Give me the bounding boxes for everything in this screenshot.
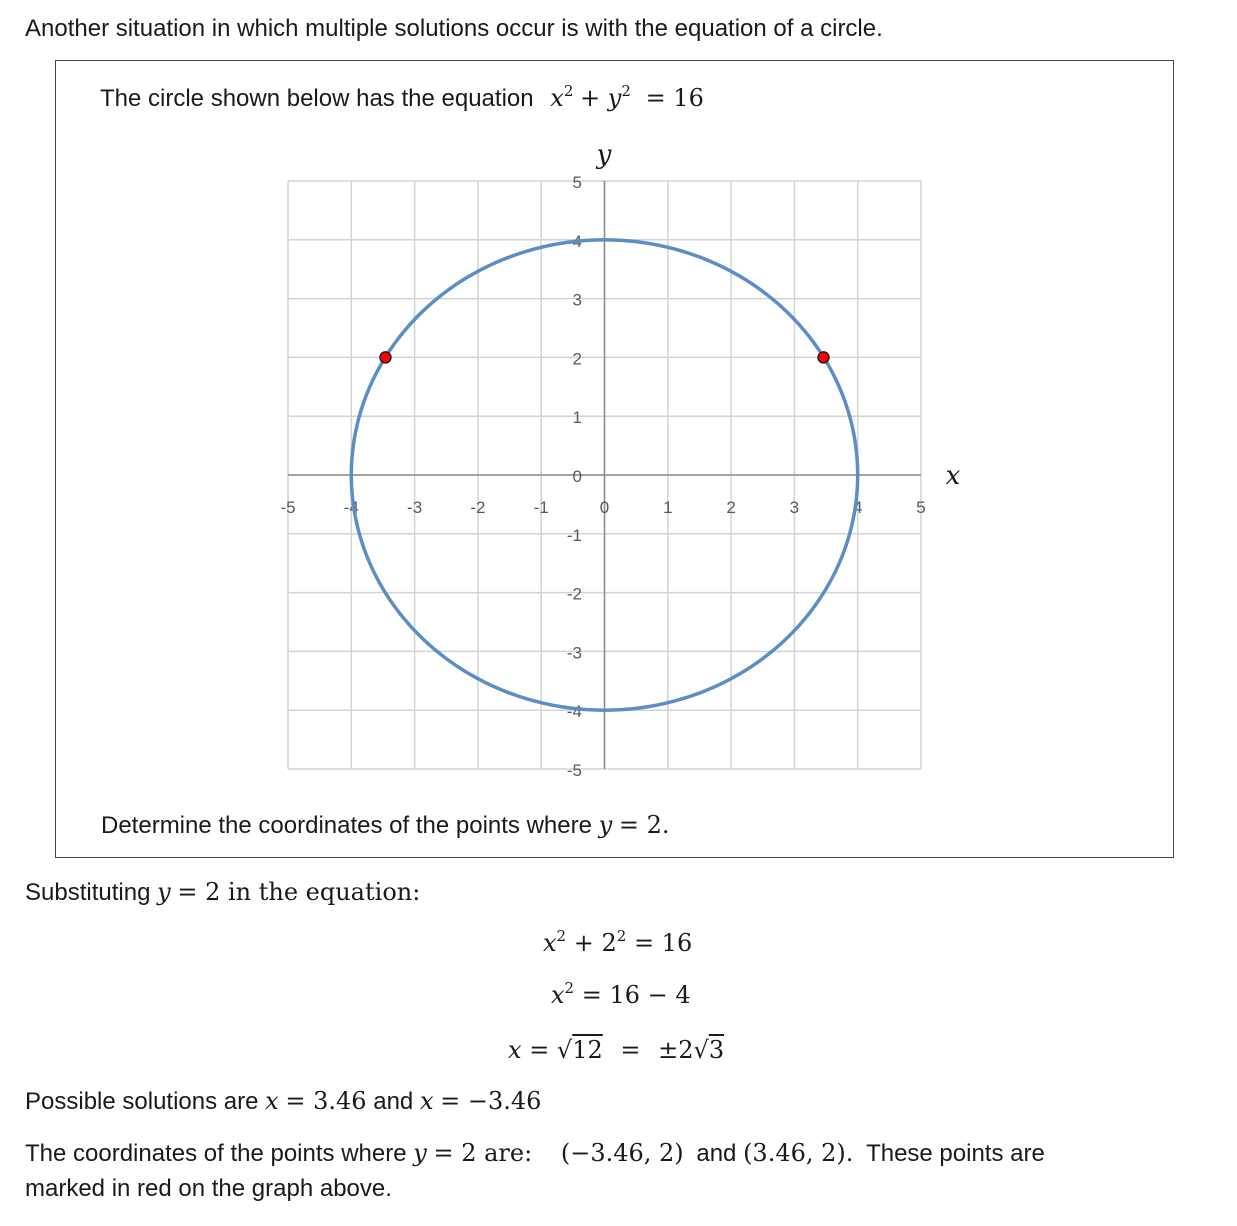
possible-prefix: Possible solutions are (25, 1088, 259, 1115)
possible-v1: = 3.46 (285, 1087, 367, 1115)
coords-p1: (−3.46, 2) (560, 1139, 684, 1167)
solution-point (818, 352, 829, 363)
w1-end: = 16 (633, 929, 693, 957)
coordinates-line-2: marked in red on the graph above. (25, 1175, 392, 1202)
possible-and: and (373, 1088, 414, 1115)
x-axis-label: x (945, 461, 961, 491)
coordinates-line-1 (25, 1138, 1045, 1169)
circle-equation-line: The circle shown below has the equation $x^2 + y^2 = 16$ (100, 82, 704, 112)
substitute-var: y (157, 878, 171, 906)
w3-rad: 12 (572, 1036, 603, 1064)
substitute-prefix: Substituting (25, 879, 151, 906)
y-tick-label: 3 (572, 290, 582, 310)
coords-var: y (413, 1139, 427, 1167)
substitute-suffix: = 2 in the equation: (177, 878, 421, 906)
x-tick-label: 3 (789, 498, 800, 517)
x-tick-label: 5 (916, 498, 926, 517)
y-tick-label: 0 (572, 467, 582, 486)
x-tick-label: -5 (280, 498, 296, 517)
w1-rest: + 2 (573, 929, 617, 957)
x-tick-label: 0 (599, 498, 610, 517)
circle-text: The circle shown below has the equation (100, 85, 534, 112)
w3-eq2: = (620, 1036, 641, 1064)
eq-y: y (607, 84, 622, 112)
possible-x2: x (419, 1087, 434, 1115)
y-tick-label: 5 (572, 173, 582, 192)
question-prefix: Determine the coordinates of the points where (101, 812, 592, 839)
eq-rhs: = 16 (645, 84, 704, 112)
coords-prefix: The coordinates of the points where (25, 1140, 407, 1167)
coords-mid: = 2 are: (433, 1139, 533, 1167)
intro-text: Another situation in which multiple solutions occur is with the equation of a circle. (25, 15, 883, 42)
eq-exp-x: 2 (563, 82, 574, 100)
possible-solutions-line (25, 1086, 541, 1117)
x-tick-label: 2 (726, 498, 736, 517)
w1-x: x (543, 929, 557, 957)
question-suffix: = 2. (618, 811, 670, 839)
question-line (101, 810, 670, 841)
x-tick-label: -3 (407, 498, 423, 517)
y-axis-label: y (596, 140, 612, 170)
work-line-2 (551, 980, 691, 1010)
w1-exp2: 2 (616, 927, 627, 945)
y-tick-label: -3 (566, 643, 582, 663)
y-tick-label: -4 (566, 702, 582, 722)
work-line-1 (543, 928, 692, 958)
possible-x1: x (265, 1087, 279, 1115)
w2-x: x (551, 981, 565, 1009)
w3-x: x (508, 1036, 522, 1064)
x-tick-label: -2 (470, 498, 486, 517)
eq-exp-y: 2 (621, 82, 631, 100)
y-tick-label: -5 (566, 761, 582, 780)
w3-pm: ±2√ (658, 1036, 709, 1064)
coords-p2: (3.46, 2). (743, 1139, 854, 1167)
question-var: y (598, 811, 613, 839)
y-tick-label: -2 (566, 584, 582, 604)
x-tick-label: -1 (533, 498, 549, 517)
w1-exp: 2 (556, 927, 567, 945)
w2-rest: = 16 − 4 (581, 981, 691, 1009)
coords-and: and (696, 1140, 737, 1167)
eq-x: x (550, 84, 564, 112)
solution-point (380, 352, 391, 363)
y-tick-label: 4 (572, 231, 582, 251)
w3-rad2: 3 (708, 1036, 725, 1064)
x-tick-label: 1 (663, 498, 673, 517)
substitute-line (25, 877, 420, 908)
x-tick-label: -4 (343, 498, 359, 517)
work-line-3 (508, 1035, 724, 1065)
possible-v2: = −3.46 (440, 1087, 542, 1115)
y-tick-label: 2 (572, 349, 582, 369)
y-tick-label: -1 (566, 525, 582, 545)
y-tick-label: 1 (572, 408, 582, 428)
w2-exp: 2 (564, 979, 575, 997)
coords-suffix: These points are (866, 1140, 1045, 1167)
x-tick-label: 4 (852, 498, 863, 517)
w3-eq: = √ (529, 1036, 573, 1064)
